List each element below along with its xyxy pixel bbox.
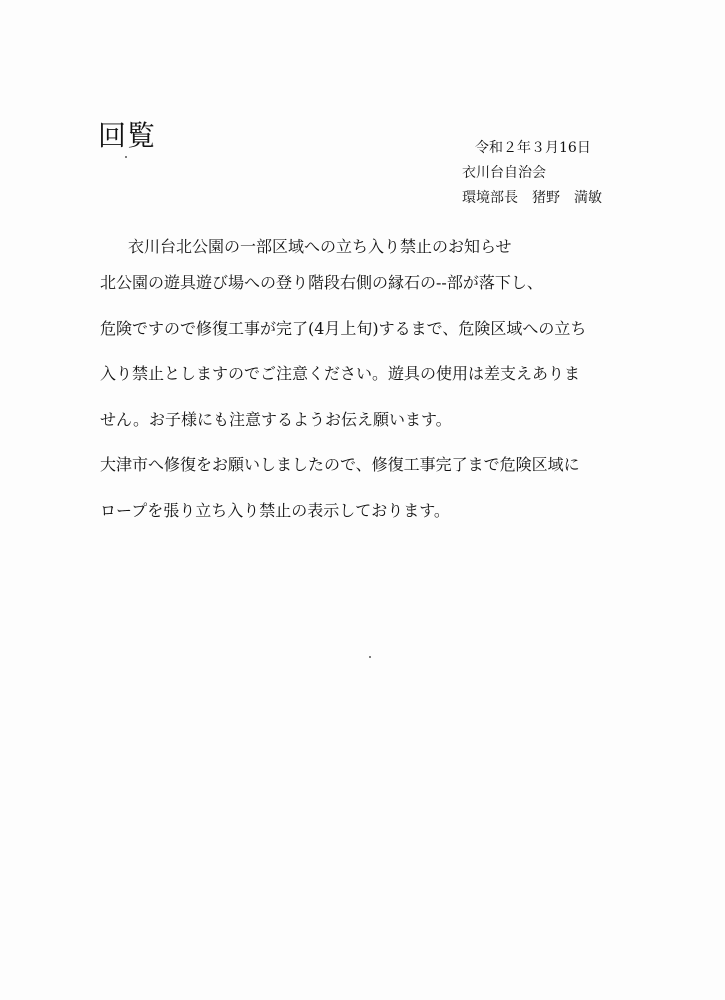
scan-speck xyxy=(125,156,127,158)
body-line: 入り禁止としますのでご注意ください。遊具の使用は差支えありま xyxy=(100,364,581,383)
body-text xyxy=(100,270,620,543)
document-title: 回覧 xyxy=(98,119,157,152)
body-line: 北公園の遊具遊び場への登り階段右側の縁石の--部が落下し、 xyxy=(100,273,543,292)
organization-name: 衣川台自治会 xyxy=(462,165,546,181)
header-block xyxy=(462,136,662,211)
author-name: 環境部長 猪野 満敏 xyxy=(462,190,602,206)
body-line: 大津市へ修復をお願いしましたので、修復工事完了まで危険区域に xyxy=(100,455,580,474)
notice-heading: 衣川台北公園の一部区域への立ち入り禁止のお知らせ xyxy=(128,237,512,256)
body-line: 危険ですので修復工事が完了(4月上旬)するまで、危険区域への立ち xyxy=(100,318,587,338)
body-line: せん。お子様にも注意するようお伝え願います。 xyxy=(100,409,452,429)
body-line: ロープを張り立ち入り禁止の表示しております。 xyxy=(100,500,450,520)
issue-date: 令和２年３月16日 xyxy=(475,140,591,156)
scan-speck xyxy=(369,656,371,658)
